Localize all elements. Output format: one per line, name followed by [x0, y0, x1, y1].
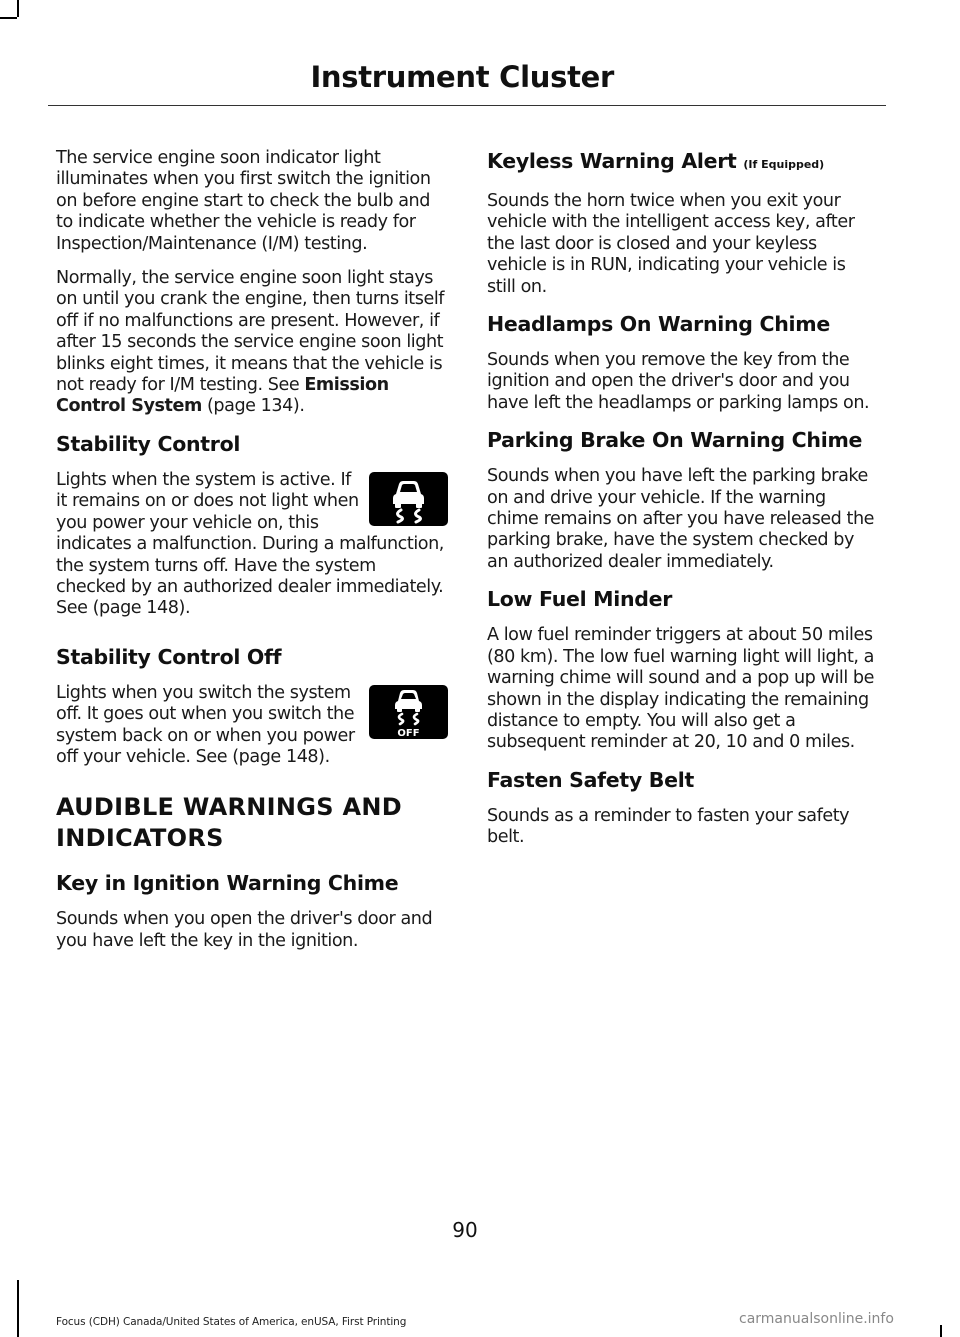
stability-control-off-heading: Stability Control Off — [56, 644, 282, 669]
stability-control-off-section — [56, 683, 448, 769]
crop-mark — [17, 0, 19, 17]
headlamps-heading: Headlamps On Warning Chime — [487, 312, 830, 337]
service-engine-paragraph: The service engine soon indicator light illuminates when you first switch the ignition on before engine start to check the bulb and to indicate whether the vehicle is ready for Inspection/Maintenance (I/M) testing. — [56, 148, 431, 254]
service-engine-ready-paragraph — [56, 268, 448, 418]
key-in-ignition-heading: Key in Ignition Warning Chime — [56, 871, 399, 896]
keyless-warning-title: Keyless Warning Alert — [487, 149, 737, 173]
crop-mark — [940, 1325, 942, 1337]
crop-mark — [0, 17, 17, 19]
parking-brake-heading: Parking Brake On Warning Chime — [487, 428, 863, 453]
page-number: 90 — [452, 1218, 478, 1242]
header-divider — [48, 105, 886, 106]
page-reference: (page 134). — [201, 396, 305, 417]
stability-control-description: Lights when the system is active. If it remains on or does not light when you power your vehicle on, this indicates a malfunction. During a malfunction, the system turns off. Have the system checked by an authorized dealer immediately. See (page 148). — [56, 469, 444, 619]
if-equipped-tag: (If Equipped) — [743, 158, 825, 171]
parking-brake-description: Sounds when you have left the parking brake on and drive your vehicle. If the warning chime remains on after you have released the parking brake, have the system checked by an authorized dealer immediately. — [487, 466, 875, 572]
safety-belt-heading: Fasten Safety Belt — [487, 767, 694, 792]
stability-control-off-description: Lights when you switch the system off. It goes out when you switch the system back on or when you power off your vehicle. See (page 148). — [56, 682, 355, 767]
headlamps-description: Sounds when you remove the key from the ignition and open the driver's door and you have left the headlamps or parking lamps on. — [487, 350, 870, 413]
page-title: Instrument Cluster — [310, 60, 614, 94]
crop-mark — [17, 1280, 19, 1337]
stability-control-off-icon — [369, 685, 448, 739]
audible-warnings-heading: AUDIBLE WARNINGS AND INDICATORS — [56, 793, 402, 853]
low-fuel-description: A low fuel reminder triggers at about 50 miles (80 km). The low fuel warning light will light, a warning chime will sound and a pop up will be shown in the display indicating the remaining distance to empty. You will also get a subsequent reminder at 20, 10 and 0 miles. — [487, 625, 875, 753]
stability-control-heading: Stability Control — [56, 431, 241, 456]
low-fuel-heading: Low Fuel Minder — [487, 587, 673, 612]
left-column — [56, 148, 448, 965]
keyless-warning-description: Sounds the horn twice when you exit your vehicle with the intelligent access key, after the last door is closed and your keyless vehicle is in RUN, indicating your vehicle is still on. — [487, 191, 855, 297]
keyless-warning-heading — [487, 148, 879, 178]
off-icon-label: OFF — [397, 727, 420, 739]
emission-control-link[interactable]: Emission Control System — [56, 375, 389, 417]
paragraph-text: Normally, the service engine soon light stays on until you crank the engine, then turns itself off if no malfunctions are present. However, if after 15 seconds the service engine soon light blinks eight times, it means that the vehicle is not ready for I/M testing. See — [56, 268, 445, 396]
safety-belt-description: Sounds as a reminder to fasten your safety belt. — [487, 805, 850, 848]
watermark: carmanualsonline.info — [739, 1311, 894, 1327]
footer-text: Focus (CDH) Canada/United States of America, enUSA, First Printing — [56, 1316, 407, 1328]
right-column — [487, 148, 879, 862]
stability-control-section — [56, 470, 448, 620]
key-in-ignition-description: Sounds when you open the driver's door and you have left the key in the ignition. — [56, 909, 433, 951]
stability-control-icon — [369, 472, 448, 526]
